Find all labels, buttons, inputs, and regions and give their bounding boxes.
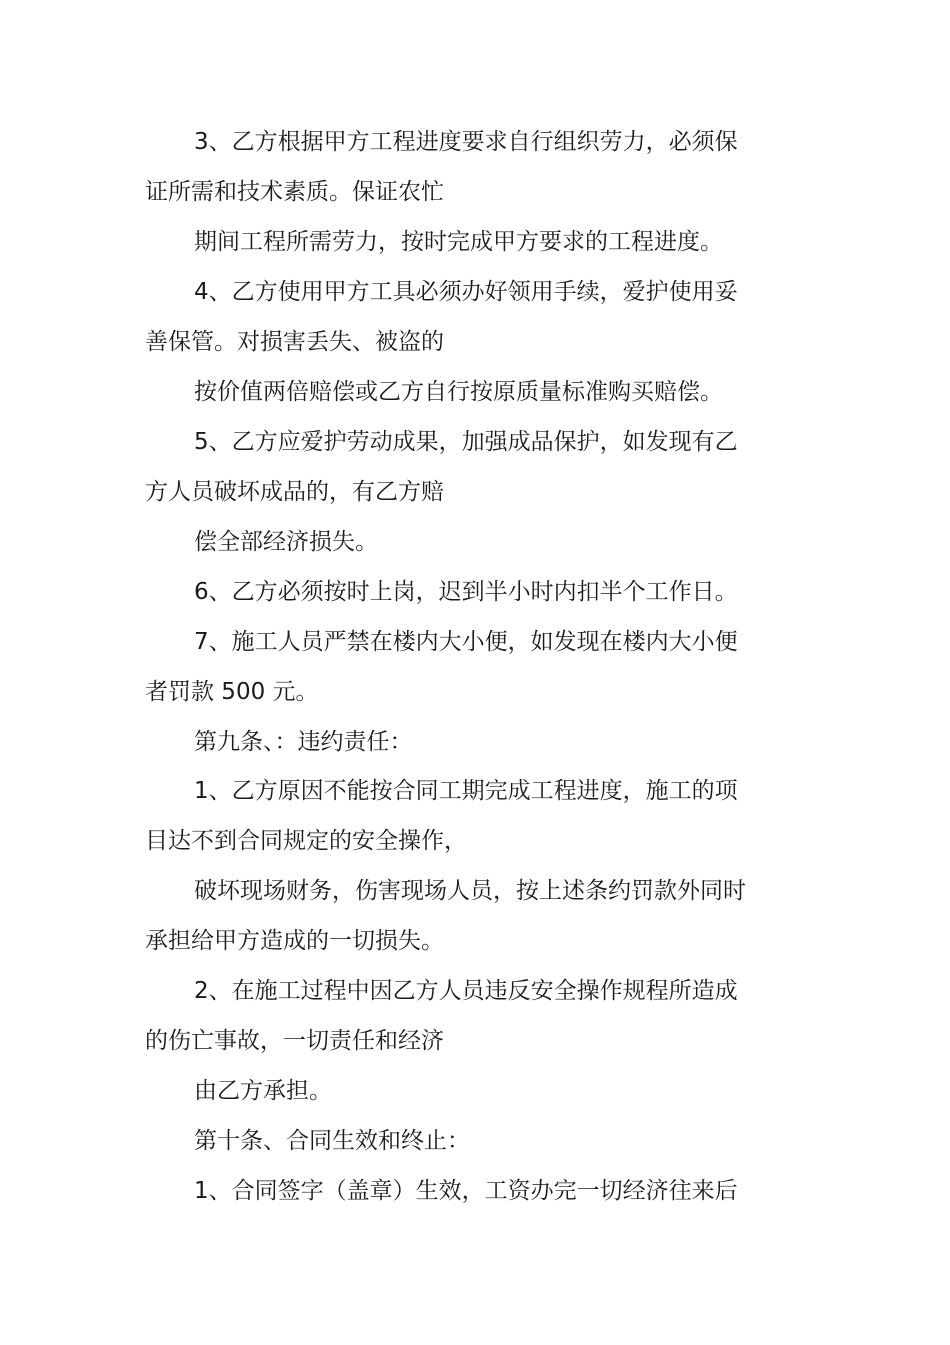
- paragraph-line: 4、乙方使用甲方工具必须办好领用手续，爱护使用妥: [194, 279, 738, 305]
- section-heading: 第九条、：违约责任：: [194, 729, 413, 755]
- paragraph-line: 破坏现场财务，伤害现场人员，按上述条约罚款外同时: [194, 878, 746, 904]
- section-heading: 第十条、合同生效和终止：: [194, 1128, 470, 1154]
- paragraph-line: 1、合同签字（盖章）生效，工资办完一切经济往来后: [194, 1178, 738, 1204]
- paragraph-line: 方人员破坏成品的，有乙方赔: [145, 479, 444, 505]
- paragraph-line: 目达不到合同规定的安全操作，: [145, 828, 467, 854]
- paragraph-line: 由乙方承担。: [194, 1078, 332, 1104]
- paragraph-line: 证所需和技术素质。保证农忙: [145, 179, 444, 205]
- paragraph-line: 承担给甲方造成的一切损失。: [145, 928, 444, 954]
- paragraph-line: 善保管。对损害丢失、被盗的: [145, 329, 444, 355]
- paragraph-line: 者罚款 500 元。: [145, 679, 319, 705]
- paragraph-line: 偿全部经济损失。: [194, 529, 378, 555]
- paragraph-line: 3、乙方根据甲方工程进度要求自行组织劳力，必须保: [194, 129, 738, 155]
- paragraph-line: 期间工程所需劳力，按时完成甲方要求的工程进度。: [194, 229, 723, 255]
- paragraph-line: 6、乙方必须按时上岗，迟到半小时内扣半个工作日。: [194, 579, 738, 605]
- paragraph-line: 5、乙方应爱护劳动成果，加强成品保护，如发现有乙: [194, 429, 738, 455]
- paragraph-line: 1、乙方原因不能按合同工期完成工程进度，施工的项: [194, 778, 738, 804]
- paragraph-line: 7、施工人员严禁在楼内大小便，如发现在楼内大小便: [194, 629, 738, 655]
- paragraph-line: 按价值两倍赔偿或乙方自行按原质量标准购买赔偿。: [194, 379, 723, 405]
- paragraph-line: 的伤亡事故，一切责任和经济: [145, 1028, 444, 1054]
- paragraph-line: 2、在施工过程中因乙方人员违反安全操作规程所造成: [194, 978, 738, 1004]
